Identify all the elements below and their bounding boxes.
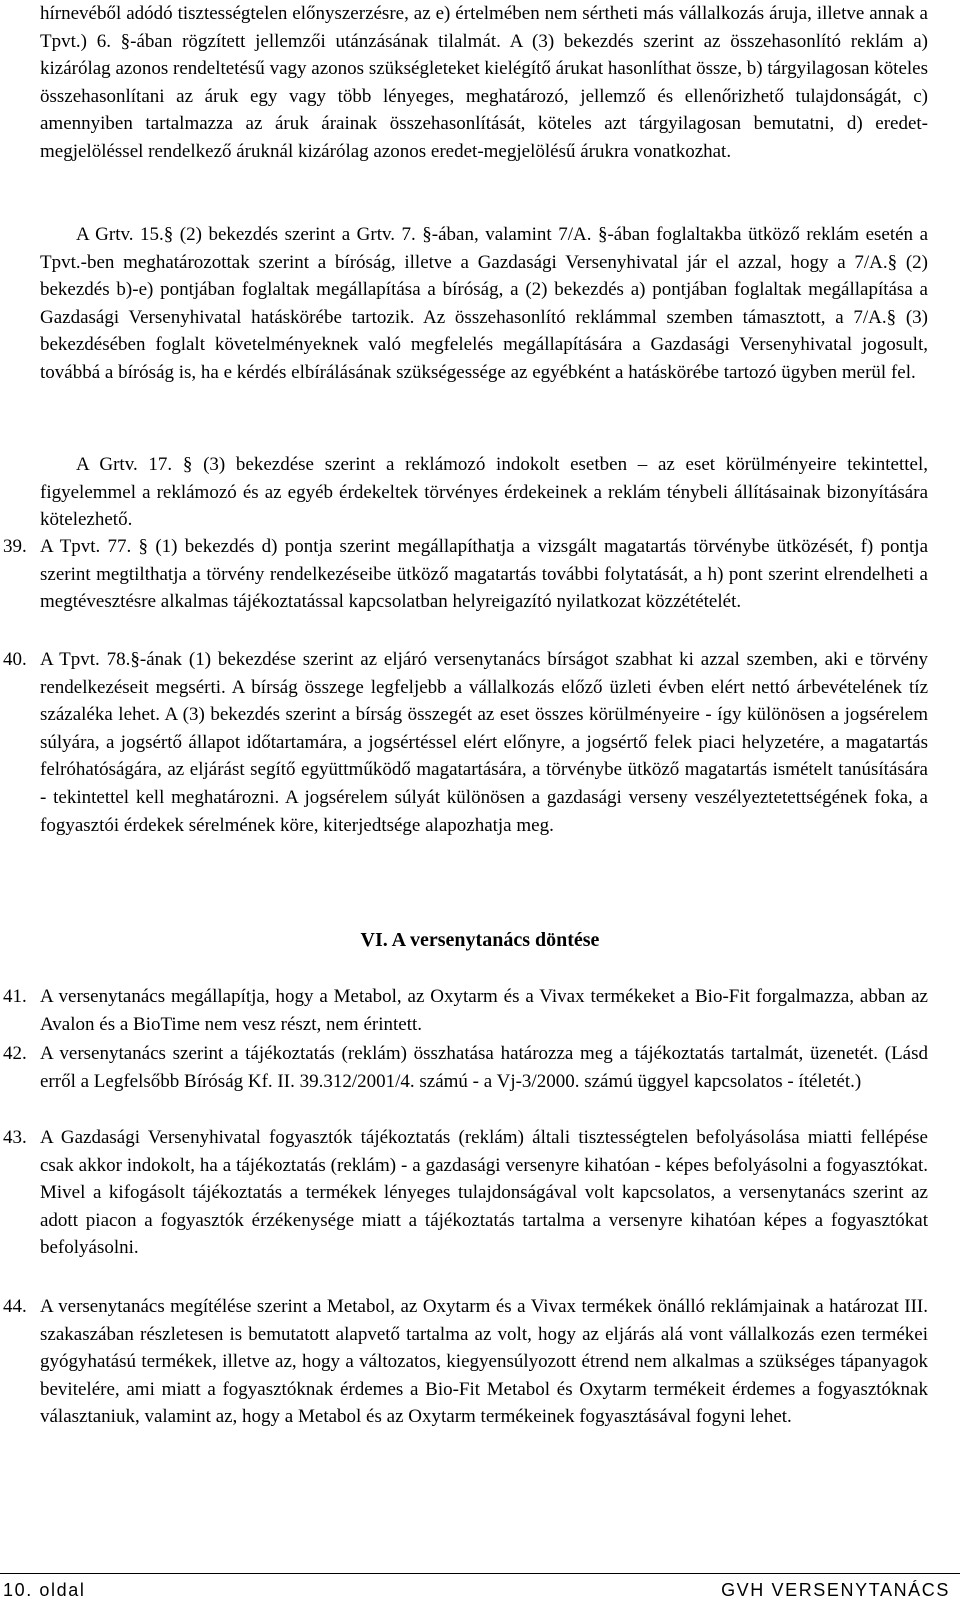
page-number: 10. oldal (3, 1580, 86, 1600)
item-number-42: 42. (3, 1043, 27, 1064)
numbered-paragraph-39: A Tpvt. 77. § (1) bekezdés d) pontja szerint megállapíthatja a vizsgált magatartás törvénybe ütközését, f) pontja szerint megtilthatja a törvény rendelkezéseibe ütköző magatartás további folytatását, a h) pont szerint elrendelheti a megtévesztésre alkalmas tájékoztatással kapcsolatban helyreigazító nyilatkozat közzétételét. (40, 536, 928, 613)
paragraph-grtv-15: A Grtv. 15.§ (2) bekezdés szerint a Grtv. 7. §-ában, valamint 7/A. §-ában foglaltakba ütköző reklám esetén a Tpvt.-ben meghatározottak szerint a bíróság, illetve a Gazdasági Versenyhivatal jár el azzal, hogy a 7/A.§ (2) bekezdés b)-e) pontjában foglaltak megállapítása a bíróság, a (2) bekezdés a) pontjában foglaltak megállapítása a Gazdasági Versenyhivatal hatáskörébe tartozik. Az összehasonlító reklámmal szemben támasztott, a 7/A.§ (3) bekezdésében foglalt követelményeknek való megfelelés megállapítására a Gazdasági Versenyhivatal jogosult, továbbá a bíróság is, ha e kérdés elbírálásának szükségessége az egyébként a hatáskörébe tartozó ügyben merül fel. (40, 224, 928, 383)
item-number-43: 43. (3, 1127, 27, 1148)
numbered-paragraph-41: A versenytanács megállapítja, hogy a Metabol, az Oxytarm és a Vivax termékeket a Bio-Fit forgalmazza, abban az Avalon és a BioTime nem vesz részt, nem érintett. (40, 986, 928, 1035)
numbered-paragraph-40: A Tpvt. 78.§-ának (1) bekezdése szerint az eljáró versenytanács bírságot szabhat ki azzal szemben, aki e törvény rendelkezéseit megsérti. A bírság összege legfeljebb a vállalkozás előző üzleti évben elért nettó árbevételének tíz százaléka lehet. A (3) bekezdés szerint a bírság összegét az eset összes körülményeire - így különösen a jogsérelem súlyára, a jogsértő állapot időtartamára, a jogsértéssel elért előnyre, a jogsértő felek piaci helyzetére, a magatartás felróhatóságára, az eljárást segítő együttműködő magatartására, a törvénybe ütköző magatartás ismételt tanúsítására - tekintettel kell meghatározni. A jogsérelem súlyát különösen a gazdasági verseny veszélyeztetettségének foka, a fogyasztói érdekek sérelmének köre, kiterjedtsége alapozhatja meg. (40, 649, 928, 836)
item-number-44: 44. (3, 1296, 27, 1317)
item-number-39: 39. (3, 536, 27, 557)
paragraph-grtv-17: A Grtv. 17. § (3) bekezdése szerint a reklámozó indokolt esetben – az eset körülményeire tekintettel, figyelemmel a reklámozó és az egyéb érdekeltek törvényes érdekeinek a reklám ténybeli állításainak bizonyítására kötelezhető. (40, 454, 928, 531)
numbered-paragraph-42: A versenytanács szerint a tájékoztatás (reklám) összhatása határozza meg a tájékoztatás tartalmát, üzenetét. (Lásd erről a Legfelsőbb Bíróság Kf. II. 39.312/2001/4. számú - a Vj-3/2000. számú üggyel kapcsolatos - ítéletét.) (40, 1043, 928, 1092)
footer-divider (0, 1573, 960, 1574)
section-heading: VI. A versenytanács döntése (360, 929, 600, 951)
item-number-41: 41. (3, 986, 27, 1007)
footer-organization: GVH VERSENYTANÁCS (721, 1580, 950, 1600)
numbered-paragraph-44: A versenytanács megítélése szerint a Metabol, az Oxytarm és a Vivax termékek önálló reklámjainak a határozat III. szakaszában részletesen is bemutatott alapvető tartalma az volt, hogy az eljárás alá vont vállalkozás ezen termékei gyógyhatású termékek, illetve az, hogy a változatos, kiegyensúlyozott étrend nem alkalmas a szükséges tápanyagok bevitelére, ami miatt a fogyasztóknak érdemes a Bio-Fit Metabol és Oxytarm termékeit érdemes a fogyasztóknak választaniuk, valamint az, hogy a Metabol és az Oxytarm termékeinek fogyasztásával fogyni lehet. (40, 1296, 928, 1428)
paragraph-continuation: hírnevéből adódó tisztességtelen előnyszerzésre, az e) értelmében nem sértheti más vállalkozás áruja, illetve annak a Tpvt.) 6. §-ában rögzített jellemzői utánzásának tilalmát. A (3) bekezdés szerint az összehasonlító reklám a) kizárólag azonos rendeltetésű vagy azonos szükségleteket kielégítő árukat hasonlíthat össze, b) tárgyilagosan köteles összehasonlítani az áruk egy vagy több lényeges, meghatározó, jellemző és ellenőrizhető tulajdonságát, c) amennyiben tartalmazza az áruk árainak összehasonlítását, köteles azt tárgyilagosan bemutatni, d) eredet-megjelöléssel rendelkező áruknál kizárólag azonos eredet-megjelölésű árukra vonatkozhat. (40, 3, 928, 162)
numbered-paragraph-43: A Gazdasági Versenyhivatal fogyasztók tájékoztatás (reklám) általi tisztességtelen befolyásolása miatti fellépése csak akkor indokolt, ha a tájékoztatás (reklám) - a gazdasági versenyre kihatóan - képes befolyásolni a fogyasztókat. Mivel a kifogásolt tájékoztatás a termékek lényeges tulajdonságával volt kapcsolatos, a versenytanács szerint az adott piacon a fogyasztók érzékenysége miatt a tájékoztatás tartalma a versenyre kihatóan képes a fogyasztókat befolyásolni. (40, 1127, 928, 1259)
item-number-40: 40. (3, 649, 27, 670)
